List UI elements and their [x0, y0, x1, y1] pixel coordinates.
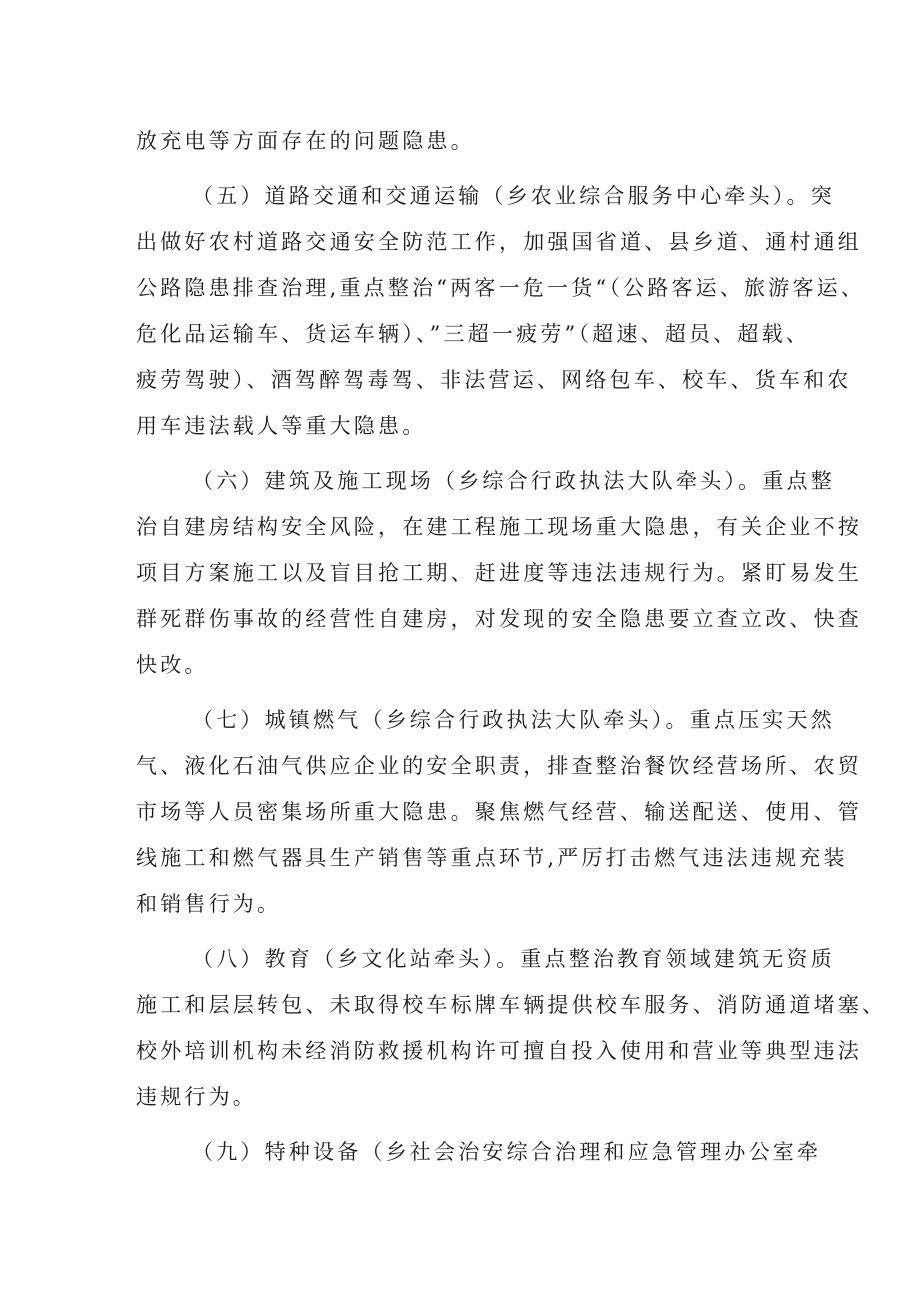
text-line: 放充电等方面存在的问题隐患。 — [136, 129, 475, 153]
text-line: （七）城镇燃气（乡综合行政执法大队牵头）。重点压实天然 — [192, 708, 835, 732]
text-line: 校外培训机构未经消防救援机构许可擅自投入使用和营业等典型违法 — [136, 1039, 862, 1063]
text-line: 违规行为。 — [136, 1085, 257, 1109]
paragraph-road-traffic — [136, 173, 866, 449]
paragraph-gas — [136, 697, 862, 927]
paragraph-construction — [136, 458, 862, 688]
text-line: 疲劳驾驶）、酒驾醉驾毒驾、非法营运、网络包车、校车、货车和农 — [136, 368, 852, 392]
text-line: 市场等人员密集场所重大隐患。聚焦燃气经营、输送配送、使用、管 — [136, 800, 862, 824]
text-line: 治自建房结构安全风险，在建工程施工现场重大隐患，有关企业不按 — [136, 515, 862, 539]
text-line: 群死群伤事故的经营性自建房，对发现的安全隐患要立查立改、快查 — [136, 607, 862, 631]
text-line: 施工和层层转包、未取得校车标牌车辆提供校车服务、消防通道堵塞、 — [136, 993, 887, 1017]
text-line: 和销售行为。 — [136, 892, 282, 916]
paragraph-continuation — [136, 118, 820, 164]
text-line: （九）特种设备（乡社会治安综合治理和应急管理办公室牵 — [192, 1140, 822, 1164]
paragraph-education — [136, 936, 887, 1120]
text-line: 快改。 — [136, 653, 209, 677]
text-line: （五）道路交通和交通运输（乡农业综合服务中心牵头）。突 — [192, 184, 835, 208]
paragraph-special-equipment — [136, 1129, 820, 1175]
text-line: 出做好农村道路交通安全防范工作，加强国省道、县乡道、通村通组 — [136, 230, 862, 254]
text-line: 危化品运输车、货运车辆）、”三超一疲劳”（超速、超员、超载、 — [136, 322, 810, 346]
text-line: 公路隐患排查治理,重点整治“两客一危一货“（公路客运、旅游客运、 — [136, 276, 866, 300]
text-line: （八）教育（乡文化站牵头）。重点整治教育领域建筑无资质 — [192, 947, 835, 971]
text-line: 项目方案施工以及盲目抢工期、赶进度等违法违规行为。紧盯易发生 — [136, 561, 862, 585]
text-line: 线施工和燃气器具生产销售等重点环节,严厉打击燃气违法违规充装 — [136, 846, 848, 870]
text-line: 用车违法载人等重大隐患。 — [136, 414, 427, 438]
text-line: 气、液化石油气供应企业的安全职责，排查整治餐饮经营场所、农贸 — [136, 754, 862, 778]
text-line: （六）建筑及施工现场（乡综合行政执法大队牵头）。重点整 — [192, 469, 835, 493]
